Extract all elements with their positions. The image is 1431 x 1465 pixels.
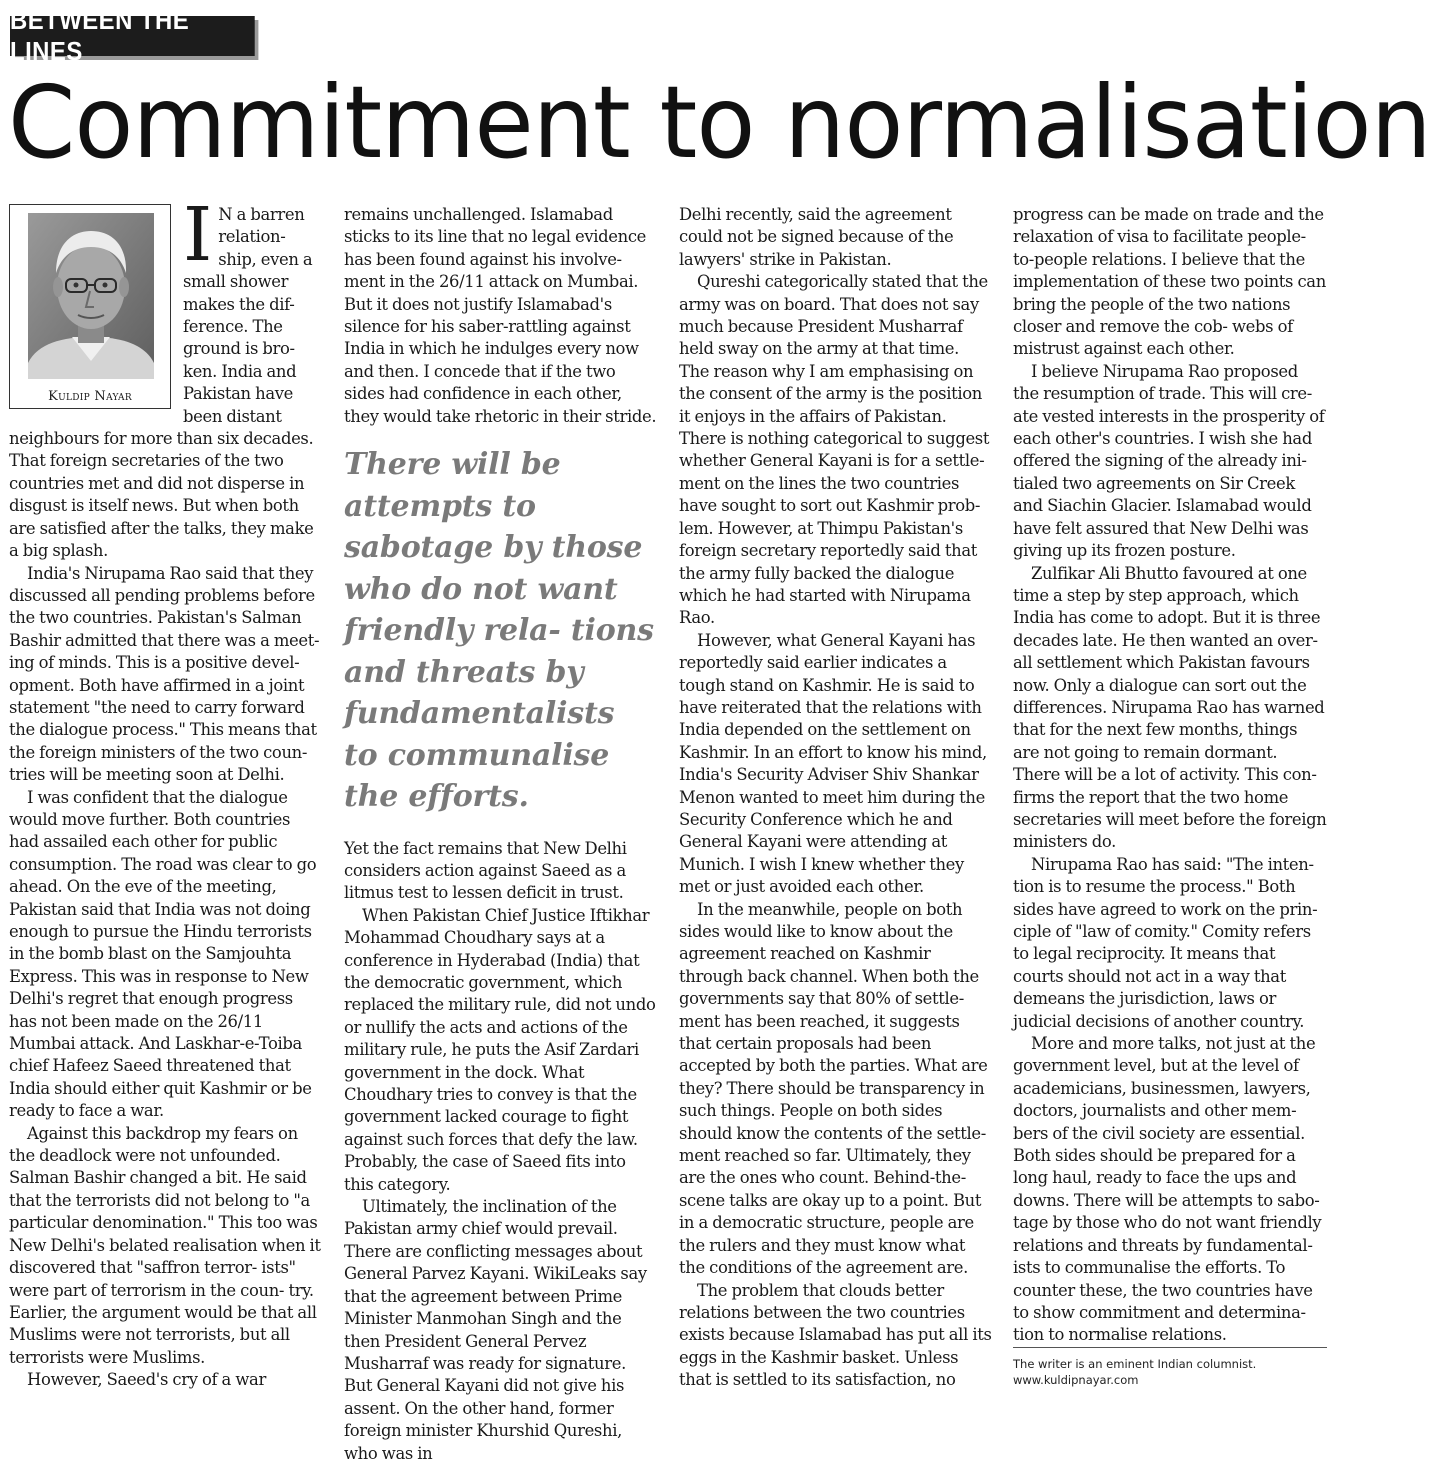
column-1 (9, 192, 321, 1390)
paragraph: remains unchallenged. Islamabad sticks to its line that no legal evidence has been found against his involve- ment in the 26/11 attack on Mumbai. But it does not justify Islamabad's silence for his saber-rattling against India in which he indulges every now and then. I concede that if the two sides had confidence in each other, they would take rhetoric in their stride. (344, 205, 657, 426)
column-3 (679, 204, 992, 1390)
paragraph: However, Saeed's cry of a war (27, 1370, 266, 1390)
paragraph: However, what General Kayani has reportedly said earlier indicates a tough stand on Kashmir. He is said to have reiterated that the relations with India depended on the settlement on Kashmir. In an effort to know his mind, India's Security Adviser Shiv Shankar Menon wanted to meet him during the Security Conference which he and General Kayani were attending at Munich. I wish I knew whether they met or just avoided each other. (679, 630, 987, 897)
author-photo (28, 213, 154, 379)
footnote-website: www.kuldipnayar.com (1013, 1373, 1139, 1387)
paragraph: India's Nirupama Rao said that they discussed all pending problems before the two countries. Pakistan's Salman Bashir admitted that there was a meet- ing of minds. This is a positive devel- opment. Both have affirmed in a joint statement "the need to carry forward the dialogue process." This means that the foreign ministers of the two coun- tries will be meeting soon at Delhi. (9, 563, 320, 785)
portrait-icon (28, 213, 154, 379)
section-badge: BETWEEN THE LINES (10, 16, 255, 56)
headline: Commitment to normalisation (8, 64, 1431, 181)
paragraph: Zulfikar Ali Bhutto favoured at one time a step by step approach, which India has come to adopt. But it is three decades late. He then wanted an over- all settlement which Pakistan favours now. Only a dialogue can sort out the differences. Nirupama Rao has warned that for the next few months, things are not going to remain dormant. There will be a lot of activity. This con- firms the report that the two home secretaries will meet before the foreign ministers do. (1013, 563, 1327, 852)
pull-quote: There will be attempts to sabotage by those who do not want friendly rela- tions and threats by fundamentalists to communalise the efforts. (344, 447, 654, 815)
paragraph: The problem that clouds better relations between the two countries exists because Islamabad has put all its eggs in the Kashmir basket. Unless that is settled to its satisfaction, no (679, 1280, 992, 1390)
article-body (9, 192, 1327, 1463)
paragraph: I believe Nirupama Rao proposed the resumption of trade. This will cre- ate vested interests in the prosperity of each other's countries. I wish she had offered the signing of the already ini- tialed two agreements on Sir Creek and Siachin Glacier. Islamabad would have felt assured that New Delhi was giving up its frozen posture. (1013, 361, 1325, 561)
paragraph: I was confident that the dialogue would move further. Both countries had assailed each other for public consumption. The road was clear to go ahead. On the eve of the meeting, Pakistan said that India was not doing enough to pursue the Hindu terrorists in the bomb blast on the Samjouhta Express. This was in response to New Delhi's regret that enough progress has not been made on the 26/11 Mumbai attack. And Laskhar-e-Toiba chief Hafeez Saeed threatened that India should either quit Kashmir or be ready to face a war. (9, 787, 317, 1121)
column-4 (1013, 204, 1327, 1390)
footnote-bio: The writer is an eminent Indian columnist. (1013, 1357, 1257, 1371)
paragraph: In the meanwhile, people on both sides would like to know about the agreement reached on Kashmir through back channel. When both the governments say that 80% of settle- ment has been reached, it suggests that certain proposals had been accepted by both the parties. What are they? There should be transparency in such things. People on both sides should know the contents of the settle- ment reached so far. Ultimately, they are the ones who count. Behind-the- scene talks are okay up to a point. But in a democratic structure, people are the rulers and they must know what the conditions of the agreement are. (679, 899, 988, 1278)
lead-paragraph: N a barren relation- ship, even a small shower makes the dif- ference. The ground is bro- ken. India and Pakistan have been distant neighbours for more than six decades. That foreign secretaries of the two countries met and did not disperse in disgust is itself news. But when both are satisfied after the talks, they make a big splash. (9, 205, 314, 561)
paragraph: Delhi recently, said the agreement could not be signed because of the lawyers' strike in Pakistan. (679, 205, 954, 269)
paragraph: Ultimately, the inclination of the Pakistan army chief would prevail. There are conflicting messages about General Parvez Kayani. WikiLeaks say that the agreement between Prime Minister Manmohan Singh and the then President General Pervez Musharraf was ready for signature. But General Kayani did not give his assent. On the other hand, former foreign minister Khurshid Qureshi, who was in (344, 1197, 647, 1463)
author-footnote (1013, 1347, 1327, 1388)
drop-cap: I (183, 192, 213, 278)
paragraph: Qureshi categorically stated that the army was on board. That does not say much because President Musharraf held sway on the army at that time. The reason why I am emphasising on the consent of the army is the position it enjoys in the affairs of Pakistan. There is nothing categorical to suggest whether General Kayani is for a settle- ment on the lines the two countries have sought to sort out Kashmir prob- lem. However, at Thimpu Pakistan's foreign secretary reportedly said that the army fully backed the dialogue which he had started with Nirupama Rao. (679, 272, 990, 628)
author-name: Kuldip Nayar (48, 389, 132, 404)
column-2 (344, 204, 657, 1463)
author-box (9, 204, 171, 409)
paragraph: More and more talks, not just at the government level, but at the level of academicians, businessmen, lawyers, doctors, journalists and other mem- bers of the civil society are essential. Both sides should be prepared for a long haul, ready to face the ups and downs. There will be attempts to sabo- tage by those who do not want friendly relations and threats by fundamental- ists to communalise the efforts. To counter these, the two countries have to show commitment and determina- tion to normalise relations. (1013, 1034, 1322, 1345)
paragraph: Against this backdrop my fears on the deadlock were not unfounded. Salman Bashir changed a bit. He said that the terrorists did not belong to "a particular denomination." This too was New Delhi's belated realisation when it discovered that "saffron terror- ists" were part of terrorism in the coun- try. Earlier, the argument would be that all Muslims were not terrorists, but all terrorists were Muslims. (9, 1123, 321, 1367)
paragraph: Yet the fact remains that New Delhi considers action against Saeed as a litmus test to lessen deficit in trust. (344, 838, 627, 903)
paragraph: progress can be made on trade and the relaxation of visa to facilitate people- to-people relations. I believe that the implementation of these two points can bring the people of the two nations closer and remove the cob- webs of mistrust against each other. (1013, 205, 1326, 359)
paragraph: Nirupama Rao has said: "The inten- tion is to resume the process." Both sides have agreed to work on the prin- ciple of "law of comity." Comity refers to legal reciprocity. It means that courts should not act in a way that demeans the jurisdiction, laws or judicial decisions of another country. (1013, 854, 1318, 1031)
paragraph: When Pakistan Chief Justice Iftikhar Mohammad Choudhary says at a conference in Hyderabad (India) that the democratic government, which replaced the military rule, did not undo or nullify the acts and actions of the military rule, he puts the Asif Zardari government in the dock. What Choudhary tries to convey is that the government lacked courage to fight against such forces that defy the law. Probably, the case of Saeed fits into this category. (344, 905, 656, 1194)
